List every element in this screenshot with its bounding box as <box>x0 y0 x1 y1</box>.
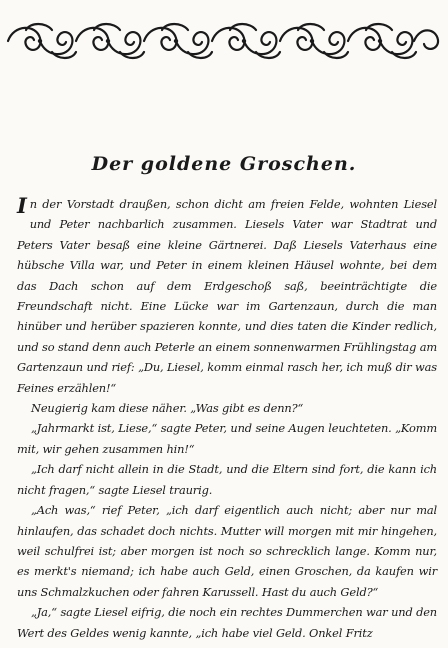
drop-cap: I <box>17 193 27 218</box>
paragraph-1 <box>17 194 437 398</box>
paragraph-5: „Ach was,“ rief Peter, „ich darf eigentlich auch nicht; aber nur mal hinlaufen, das schadet doch nichts. Mutter will morgen mit mir hingehen, weil schulfrei ist; aber morgen ist noch so schrecklich lange. Komm nur, es merkt's niemand; ich habe auch Geld, einen Groschen, da kaufen wir uns Schmalzkuchen oder fahren Karussell. Hast du auch Geld?“ <box>17 503 437 599</box>
story-text <box>17 194 437 643</box>
chapter-title: Der goldene Groschen. <box>91 153 357 175</box>
paragraph-1-text: n der Vorstadt draußen, schon dicht am freien Felde, wohnten Liesel und Peter nachbarlich zusammen. Liesels Vater war Stadtrat und Peters Vater besaß eine kleine Gärtnerei. Daß Liesels Vaterhaus eine hübsche Villa war, und Peter in einem kleinen Häusel wohnte, bei dem das Dach schon auf dem Erdgeschoß saß, beeinträchtigte die Freundschaft nicht. Eine Lücke war im Gartenzaun, durch die man hinüber und herüber spazieren konnte, und dies taten die Kinder redlich, und so stand denn auch Peterle an einem sonnenwarmen Frühlingstag am Gartenzaun und rief: „Du, Liesel, komm einmal rasch her, ich muß dir was Feines erzählen!“ <box>17 197 437 395</box>
paragraph-6: „Ja,“ sagte Liesel eifrig, die noch ein rechtes Dummerchen war und den Wert des Geldes wenig kannte, „ich habe viel Geld. Onkel Fritz <box>17 605 437 640</box>
paragraph-4: „Ich darf nicht allein in die Stadt, und die Eltern sind fort, die kann ich nicht fragen,“ sagte Liesel traurig. <box>17 462 437 497</box>
paragraph-3: „Jahrmarkt ist, Liese,“ sagte Peter, und seine Augen leuchteten. „Komm mit, wir gehen zusammen hin!“ <box>17 421 437 456</box>
paragraph-2: Neugierig kam diese näher. „Was gibt es denn?“ <box>31 401 304 416</box>
ornamental-header-border <box>6 20 442 62</box>
